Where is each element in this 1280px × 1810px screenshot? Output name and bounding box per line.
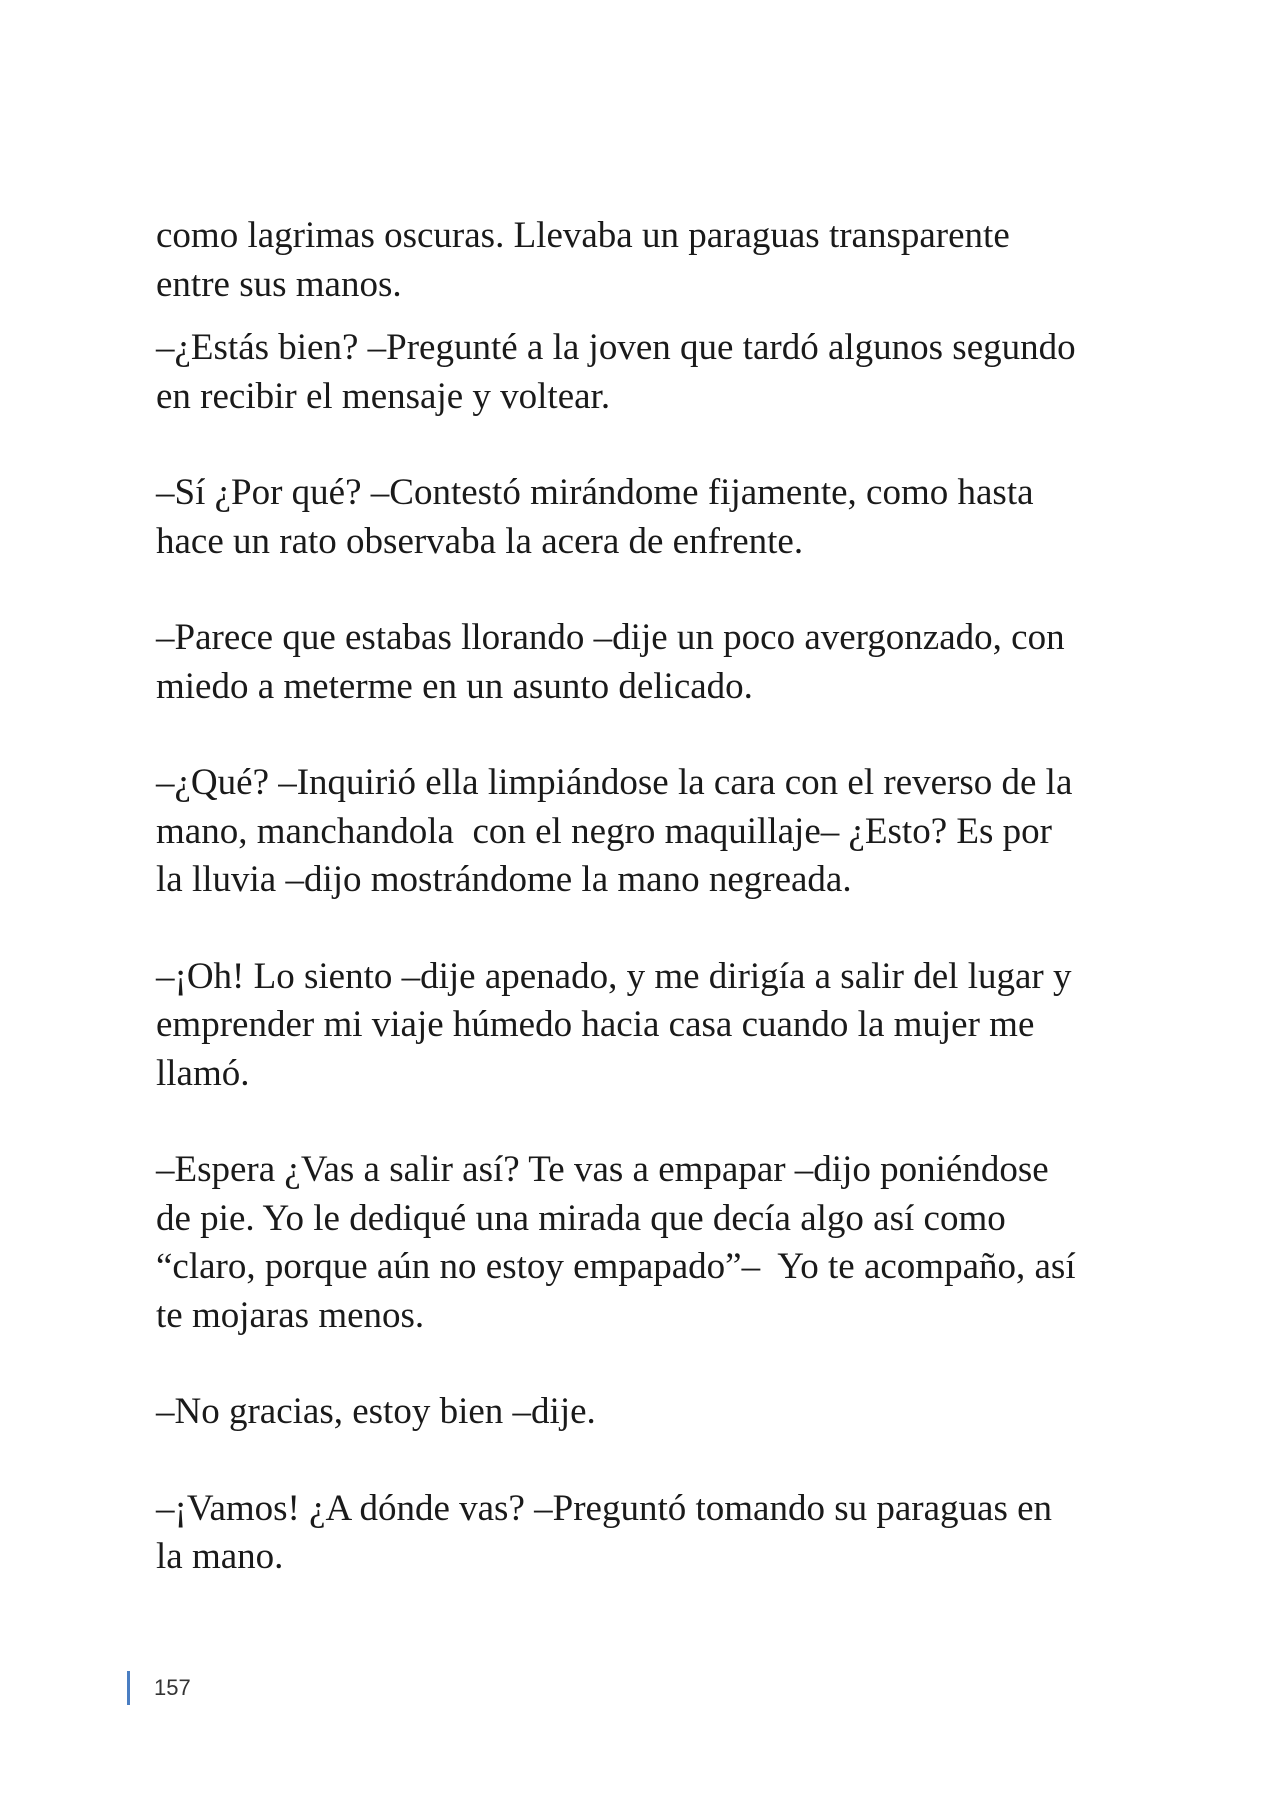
text-line: la lluvia –dijo mostrándome la mano negreada. (156, 859, 852, 900)
text-line: como lagrimas oscuras. Llevaba un paraguas transparente (156, 215, 1010, 256)
text-line: emprender mi viaje húmedo hacia casa cuando la mujer me (156, 1004, 1035, 1045)
text-line: “claro, porque aún no estoy empapado”– Yo te acompaño, así (156, 1246, 1076, 1287)
text-line: llamó. (156, 1052, 250, 1094)
paragraph (156, 614, 1156, 711)
text-line: –Sí ¿Por qué? –Contestó mirándome fijamente, como hasta (156, 472, 1034, 513)
paragraph (156, 324, 1156, 421)
text-line: miedo a meterme en un asunto delicado. (156, 665, 753, 707)
text-line: –¿Estás bien? –Pregunté a la joven que tardó algunos segundo (156, 327, 1076, 368)
paragraph (156, 212, 1156, 309)
text-line: –No gracias, estoy bien –dije. (156, 1391, 596, 1432)
paragraph (156, 469, 1156, 566)
text-line: de pie. Yo le dediqué una mirada que decía algo así como (156, 1197, 1006, 1239)
text-line: entre sus manos. (156, 263, 402, 305)
paragraph (156, 1485, 1156, 1582)
footer-accent-bar (127, 1671, 130, 1705)
paragraph (156, 1388, 1156, 1437)
text-line: te mojaras menos. (156, 1294, 425, 1336)
text-line: en recibir el mensaje y voltear. (156, 375, 611, 417)
paragraph (156, 1146, 1156, 1340)
text-line: la mano. (156, 1536, 284, 1577)
text-line: hace un rato observaba la acera de enfrente. (156, 520, 804, 562)
page-number: 157 (154, 1675, 191, 1700)
paragraph (156, 953, 1156, 1099)
text-line: –¿Qué? –Inquirió ella limpiándose la cara con el reverso de la (156, 762, 1073, 803)
text-line: –¡Oh! Lo siento –dije apenado, y me dirigía a salir del lugar y (156, 955, 1072, 997)
text-line: –¡Vamos! ¿A dónde vas? –Preguntó tomando su paraguas en (156, 1487, 1053, 1529)
text-line: –Espera ¿Vas a salir así? Te vas a empapar –dijo poniéndose (156, 1149, 1049, 1190)
body-text (156, 212, 1156, 1582)
paragraph (156, 759, 1156, 905)
text-line: mano, manchandola con el negro maquillaje– ¿Esto? Es por (156, 810, 1052, 852)
text-line: –Parece que estabas llorando –dije un poco avergonzado, con (156, 617, 1065, 658)
